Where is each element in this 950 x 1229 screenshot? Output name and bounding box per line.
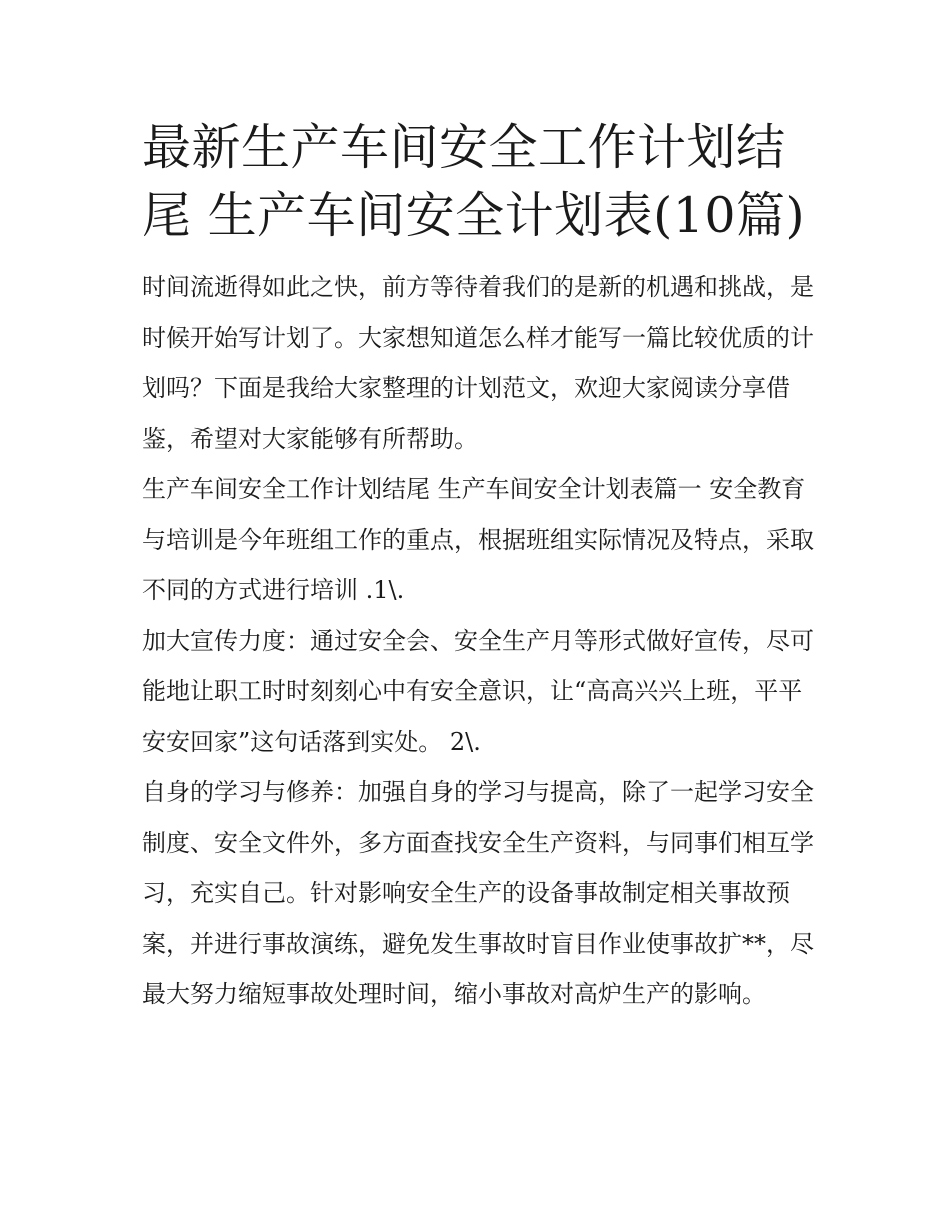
paragraph-intro: 时间流逝得如此之快，前方等待着我们的是新的机遇和挑战，是时候开始写计划了。大家想知道怎么样才能写一篇比较优质的计划吗？下面是我给大家整理的计划范文，欢迎大家阅读分享借鉴，希望对大家能够有所帮助。 xyxy=(142,273,814,453)
paragraph-self-study: 自身的学习与修养：加强自身的学习与提高，除了一起学习安全制度、安全文件外，多方面查找安全生产资料，与同事们相互学习，充实自己。针对影响安全生产的设备事故制定相关事故预案，并进行事故演练，避免发生事故时盲目作业使事故扩**，尽最大努力缩短事故处理时间，缩小事故对高炉生产的影响。 xyxy=(142,778,814,1008)
document-page xyxy=(142,114,814,1020)
paragraph-publicity: 加大宣传力度：通过安全会、安全生产月等形式做好宣传，尽可能地让职工时时刻刻心中有安全意识，让“高高兴兴上班，平平安安回家”这句话落到实处。 2\. xyxy=(142,626,814,756)
document-title: 最新生产车间安全工作计划结尾 生产车间安全计划表(10篇) xyxy=(142,119,806,244)
paragraph-section-one: 生产车间安全工作计划结尾 生产车间安全计划表篇一 安全教育与培训是今年班组工作的重点，根据班组实际情况及特点，采取不同的方式进行培训 .1\. xyxy=(142,475,814,604)
